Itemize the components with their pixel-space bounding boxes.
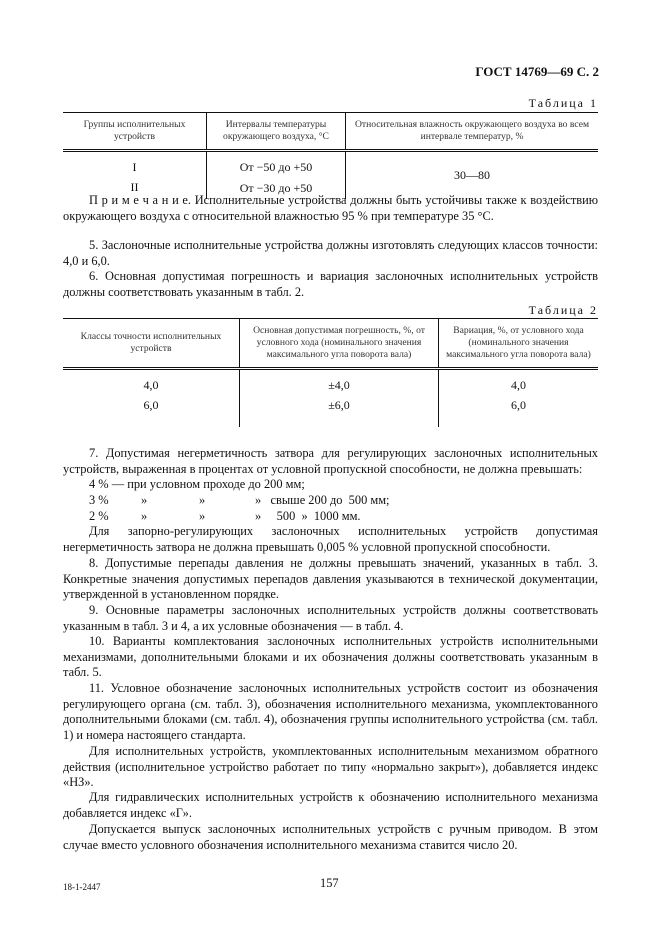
table1-header: Группы исполнительных устройств bbox=[63, 113, 207, 151]
list-text: » свыше 200 до 500 мм; bbox=[255, 493, 390, 507]
list-text: » bbox=[199, 509, 206, 523]
table-note bbox=[63, 193, 598, 224]
document-header: ГОСТ 14769—69 С. 2 bbox=[475, 64, 599, 79]
list-item bbox=[89, 477, 305, 493]
note-text: Исполнительные устройства должны быть устойчивы также к воздействию окружающего воздуха с относительной влажностью 95 % при температуре 35 °С. bbox=[63, 193, 598, 223]
page-number: 157 bbox=[320, 876, 339, 890]
table-cell: ±4,0 bbox=[240, 369, 439, 396]
table-2 bbox=[63, 318, 598, 427]
list-item bbox=[89, 509, 361, 525]
list-item bbox=[89, 493, 390, 509]
list-text: 3 % bbox=[89, 493, 109, 507]
table-cell: 6,0 bbox=[439, 396, 599, 428]
table-row bbox=[63, 396, 598, 428]
table-cell: I bbox=[132, 160, 137, 174]
table-cell: 4,0 bbox=[439, 369, 599, 396]
table-cell: II bbox=[130, 179, 139, 194]
table-cell: От −50 до +50 bbox=[207, 151, 346, 178]
list-text: » bbox=[199, 493, 206, 507]
list-text: 4 % — при условном проходе до 200 мм; bbox=[89, 477, 305, 491]
paragraph-9: 9. Основные параметры заслоночных исполнительных устройств должны соответствовать указанным в табл. 3 и 4, а их условные обозначения — в табл. 4. bbox=[63, 603, 598, 633]
list-text: » 500 » 1000 мм. bbox=[255, 509, 361, 523]
paragraph-8: 8. Допустимые перепады давления не должны превышать значений, указанных в табл. 3. Конкретные значения допустимых перепадов давления указываются в технической документации, утвержденной в установленном порядке. bbox=[63, 556, 598, 602]
note-lead: П р и м е ч а н и е. bbox=[89, 193, 191, 207]
paragraph-7: 7. Допустимая негерметичность затвора для регулирующих заслоночных исполнительных устройств, выраженная в процентах от условной пропускной способности, не должна превышать: bbox=[63, 446, 598, 476]
table2-label: Таблица 2 bbox=[528, 303, 598, 317]
list-text: » bbox=[141, 493, 148, 507]
table-cell: ±6,0 bbox=[240, 396, 439, 428]
paragraph-10: 10. Варианты комплектования заслоночных исполнительных устройств исполнительными механизмами, дополнительными блоками и их обозначения должны соответствовать указанным в табл. 5. bbox=[63, 634, 598, 680]
table1-header: Относительная влажность окружающего воздуха во всем интервале температур, % bbox=[346, 113, 599, 151]
list-text: » bbox=[141, 509, 148, 523]
table-row bbox=[63, 369, 598, 396]
paragraph-11: 11. Условное обозначение заслоночных исполнительных устройств состоит из обозначения регулирующего органа (см. табл. 3), обозначения исполнительного механизма, укомплектованного дополнительными блоками (см. табл. 4), обозначения группы исполнительного устройства (см. табл. 1) и номера настоящего стандарта. bbox=[63, 681, 598, 742]
paragraph-11c: Для гидравлических исполнительных устройств к обозначению исполнительного механизма добавляется индекс «Г». bbox=[63, 790, 598, 820]
table-cell: 4,0 bbox=[143, 378, 159, 392]
table2-header: Основная допустимая погрешность, %, от условного хода (номинального значения максимального угла поворота вала) bbox=[240, 319, 439, 369]
table-1 bbox=[63, 112, 598, 199]
print-code: 18-1-2447 bbox=[63, 882, 101, 892]
list-text: 2 % bbox=[89, 509, 109, 523]
table-cell: 6,0 bbox=[143, 397, 159, 412]
table-row bbox=[63, 151, 598, 178]
paragraph-7b: Для запорно-регулирующих заслоночных исполнительных устройств допустимая негерметичность затвора не должна превышать 0,005 % условной пропускной способности. bbox=[63, 524, 598, 554]
table-cell: 30—80 bbox=[346, 151, 599, 200]
paragraph-11d: Допускается выпуск заслоночных исполнительных устройств с ручным приводом. В этом случае вместо условного обозначения исполнительного механизма ставится число 20. bbox=[63, 822, 598, 852]
paragraph-11b: Для исполнительных устройств, укомплектованных исполнительным механизмом обратного действия (исполнительное устройство работает по типу «нормально закрыт»), добавляется индекс «НЗ». bbox=[63, 744, 598, 790]
table1-label: Таблица 1 bbox=[528, 96, 598, 110]
paragraph-6: 6. Основная допустимая погрешность и вариация заслоночных исполнительных устройств должны соответствовать указанным в табл. 2. bbox=[63, 269, 598, 299]
table-cell: От −30 до +50 bbox=[207, 178, 346, 200]
table1-header: Интервалы температуры окружающего воздуха, °С bbox=[207, 113, 346, 151]
table2-header: Вариация, %, от условного хода (номинального значения максимального угла поворота вала) bbox=[439, 319, 599, 369]
table2-header: Классы точности исполнительных устройств bbox=[63, 319, 240, 369]
paragraph-5: 5. Заслоночные исполнительные устройства должны изготовлять следующих классов точности: 4,0 и 6,0. bbox=[63, 238, 598, 268]
